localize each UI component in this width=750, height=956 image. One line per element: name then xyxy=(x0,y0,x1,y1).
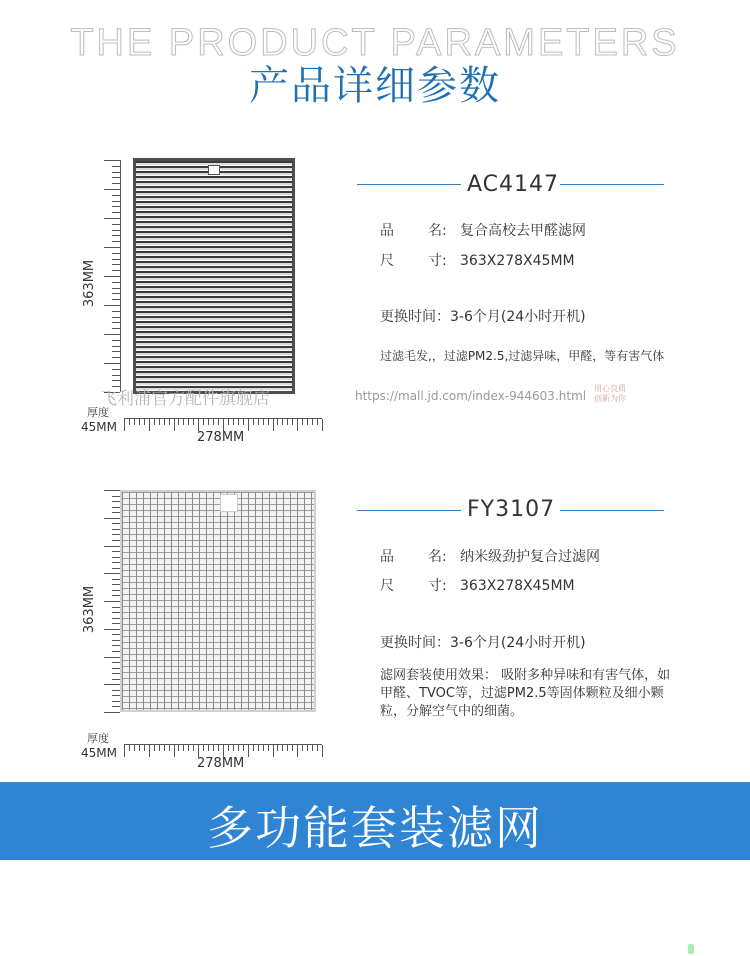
ruler-tick xyxy=(263,745,264,751)
ruler-tick xyxy=(112,557,120,558)
filter-image-ac4147 xyxy=(133,158,295,394)
filter-image-fy3107 xyxy=(120,490,316,712)
spec-description: 过滤毛发,，过滤PM2.5,过滤异味，甲醛，等有害气体 xyxy=(380,349,665,363)
store-url: https://mall.jd.com/index-944603.html xyxy=(355,389,587,403)
thickness-label: 厚度 xyxy=(87,732,109,745)
ruler-tick xyxy=(322,419,323,431)
ruler-tick xyxy=(233,745,234,751)
ruler-tick xyxy=(112,282,120,283)
ruler-tick xyxy=(112,317,120,318)
height-label: 363MM xyxy=(82,259,98,308)
ruler-tick xyxy=(243,419,244,425)
ruler-tick xyxy=(213,745,214,751)
ruler-tick xyxy=(112,623,120,624)
spec-replace: 更换时间：3-6个月(24小时开机) xyxy=(380,635,586,651)
spec-name: 品 名: 复合高校去甲醛滤网 xyxy=(380,223,586,239)
ruler-tick xyxy=(183,419,184,425)
ruler-tick xyxy=(104,546,120,547)
ruler-tick xyxy=(277,419,278,425)
ruler-tick xyxy=(104,490,120,491)
ruler-tick xyxy=(112,579,120,580)
ruler-tick xyxy=(112,496,120,497)
ruler-tick xyxy=(287,419,288,425)
ruler-tick xyxy=(112,607,120,608)
ruler-tick xyxy=(112,259,120,260)
ruler-tick xyxy=(112,701,120,702)
ruler-tick xyxy=(139,419,140,425)
ruler-tick xyxy=(112,551,120,552)
store-watermark xyxy=(100,384,660,410)
ruler-tick xyxy=(258,745,259,751)
ruler-tick xyxy=(268,419,269,425)
ruler-tick xyxy=(104,247,120,248)
ruler-tick xyxy=(112,507,120,508)
ruler-tick xyxy=(203,745,204,751)
thickness-label: 厚度 xyxy=(87,406,109,419)
ruler-tick xyxy=(302,745,303,751)
ruler-tick xyxy=(112,529,120,530)
thickness-value: 45MM xyxy=(81,746,117,760)
ruler-tick xyxy=(112,346,120,347)
ruler-tick xyxy=(112,328,120,329)
spec-size: 尺 寸: 363X278X45MM xyxy=(380,253,575,269)
ruler-tick xyxy=(104,160,120,161)
ruler-tick xyxy=(228,419,229,425)
ruler-tick xyxy=(238,419,239,425)
ruler-tick xyxy=(112,253,120,254)
ruler-tick xyxy=(112,224,120,225)
ruler-tick xyxy=(112,690,120,691)
english-title: THE PRODUCT PARAMETERS xyxy=(70,22,680,64)
ruler-tick xyxy=(104,712,120,713)
ruler-tick xyxy=(208,745,209,751)
ruler-tick xyxy=(112,357,120,358)
ruler-tick xyxy=(104,601,120,602)
ruler-tick xyxy=(112,293,120,294)
ruler-tick xyxy=(178,745,179,751)
ruler-tick xyxy=(129,745,130,751)
ruler-tick xyxy=(169,745,170,751)
ruler-tick xyxy=(188,745,189,751)
ruler-tick xyxy=(112,183,120,184)
ruler-tick xyxy=(292,419,293,425)
ruler-tick xyxy=(124,745,125,757)
ruler-tick xyxy=(277,745,278,751)
ruler-tick xyxy=(112,651,120,652)
ruler-tick xyxy=(104,334,120,335)
ruler-tick xyxy=(112,612,120,613)
ruler-tick xyxy=(282,745,283,751)
ruler-tick xyxy=(112,668,120,669)
ruler-tick xyxy=(193,745,194,751)
model-line-right xyxy=(560,184,664,185)
ruler-tick xyxy=(112,299,120,300)
chinese-title: 产品详细参数 xyxy=(249,63,501,109)
ruler-tick xyxy=(287,745,288,751)
store-name: 飞利浦官方配件旗舰店 xyxy=(100,389,270,409)
ruler-tick xyxy=(112,195,120,196)
ruler-tick xyxy=(112,375,120,376)
ruler-tick xyxy=(112,590,120,591)
ruler-tick xyxy=(104,657,120,658)
ruler-tick xyxy=(112,212,120,213)
ruler-tick xyxy=(253,419,254,425)
ruler-tick xyxy=(139,745,140,751)
ruler-tick xyxy=(112,172,120,173)
ruler-tick xyxy=(213,419,214,425)
ruler-tick xyxy=(312,419,313,425)
store-slogan: 用心良质 创新为你 xyxy=(594,384,626,403)
model-name: AC4147 xyxy=(467,172,560,197)
ruler-tick xyxy=(154,745,155,751)
ruler-tick xyxy=(164,419,165,425)
ruler-tick xyxy=(174,419,175,431)
ruler-tick xyxy=(112,512,120,513)
ruler-tick xyxy=(104,684,120,685)
ruler-tick xyxy=(104,363,120,364)
width-label: 278MM xyxy=(197,756,245,771)
ruler-tick xyxy=(112,322,120,323)
ruler-tick xyxy=(208,419,209,425)
ruler-tick xyxy=(149,745,150,757)
ruler-tick xyxy=(112,177,120,178)
ruler-tick xyxy=(112,206,120,207)
ruler-tick xyxy=(112,662,120,663)
ruler-tick xyxy=(112,241,120,242)
ruler-tick xyxy=(112,369,120,370)
bottom-banner xyxy=(0,782,750,860)
model-line-left xyxy=(357,184,461,185)
ruler-tick xyxy=(302,419,303,425)
ruler-tick xyxy=(112,501,120,502)
ruler-tick xyxy=(112,618,120,619)
spec-size: 尺 寸: 363X278X45MM xyxy=(380,578,575,594)
model-line-left xyxy=(357,510,461,511)
ruler-tick xyxy=(112,584,120,585)
ruler-tick xyxy=(124,419,125,431)
ruler-tick xyxy=(228,745,229,751)
ruler-tick xyxy=(248,419,249,431)
ruler-tick xyxy=(273,745,274,757)
ruler-tick xyxy=(112,264,120,265)
ruler-tick xyxy=(112,166,120,167)
ruler-tick xyxy=(218,745,219,751)
ruler-tick xyxy=(144,419,145,425)
green-marker xyxy=(688,944,694,954)
ruler-tick xyxy=(112,706,120,707)
ruler-tick xyxy=(307,419,308,425)
ruler-tick xyxy=(112,595,120,596)
thickness-value: 45MM xyxy=(81,420,117,434)
ruler-tick xyxy=(149,419,150,431)
ruler-tick xyxy=(164,745,165,751)
ruler-tick xyxy=(112,340,120,341)
ruler-tick xyxy=(188,419,189,425)
ruler-tick xyxy=(112,634,120,635)
ruler-tick xyxy=(154,419,155,425)
ruler-tick xyxy=(134,419,135,425)
ruler-tick xyxy=(248,745,249,757)
ruler-tick xyxy=(312,745,313,751)
ruler-tick xyxy=(134,745,135,751)
ruler-tick xyxy=(282,419,283,425)
ruler-tick xyxy=(243,745,244,751)
ruler-tick xyxy=(203,419,204,425)
ruler-tick xyxy=(112,201,120,202)
filter-tag xyxy=(208,165,220,175)
spec-replace: 更换时间：3-6个月(24小时开机) xyxy=(380,309,586,325)
ruler-tick xyxy=(112,380,120,381)
ruler-tick xyxy=(273,419,274,431)
ruler-tick xyxy=(104,629,120,630)
ruler-tick xyxy=(112,679,120,680)
ruler-tick xyxy=(159,745,160,751)
ruler-tick xyxy=(112,351,120,352)
ruler-tick xyxy=(112,311,120,312)
ruler-tick xyxy=(322,745,323,757)
ruler-tick xyxy=(112,534,120,535)
ruler-tick xyxy=(292,745,293,751)
ruler-tick xyxy=(104,189,120,190)
ruler-tick xyxy=(258,419,259,425)
ruler-tick xyxy=(263,419,264,425)
ruler-tick xyxy=(307,745,308,751)
ruler-tick xyxy=(112,562,120,563)
ruler-tick xyxy=(104,305,120,306)
model-name: FY3107 xyxy=(467,497,556,522)
ruler-tick xyxy=(112,673,120,674)
height-ruler xyxy=(102,490,121,712)
ruler-tick xyxy=(112,523,120,524)
ruler-tick xyxy=(297,745,298,757)
spec-description: 滤网套装使用效果： 吸附多种异味和有害气体，如甲醛、TVOC等，过滤PM2.5等固体颗粒及细小颗粒，分解空气中的细菌。 xyxy=(380,668,671,719)
filter-tag xyxy=(220,494,238,512)
ruler-tick xyxy=(174,745,175,757)
ruler-tick xyxy=(238,745,239,751)
ruler-tick xyxy=(112,270,120,271)
height-ruler xyxy=(102,160,121,392)
ruler-tick xyxy=(112,540,120,541)
width-label: 278MM xyxy=(197,430,245,445)
ruler-tick xyxy=(112,568,120,569)
model-line-right xyxy=(560,510,664,511)
ruler-tick xyxy=(129,419,130,425)
ruler-tick xyxy=(104,218,120,219)
banner-text: 多功能套装滤网 xyxy=(207,801,543,855)
ruler-tick xyxy=(169,419,170,425)
ruler-tick xyxy=(183,745,184,751)
ruler-tick xyxy=(297,419,298,431)
ruler-tick xyxy=(104,276,120,277)
ruler-tick xyxy=(268,745,269,751)
ruler-tick xyxy=(317,419,318,425)
ruler-tick xyxy=(112,230,120,231)
ruler-tick xyxy=(104,518,120,519)
ruler-tick xyxy=(253,745,254,751)
ruler-tick xyxy=(112,640,120,641)
ruler-tick xyxy=(112,695,120,696)
spec-name: 品 名: 纳米级劲护复合过滤网 xyxy=(380,549,600,565)
ruler-tick xyxy=(233,419,234,425)
ruler-tick xyxy=(144,745,145,751)
ruler-tick xyxy=(218,419,219,425)
ruler-tick xyxy=(112,645,120,646)
ruler-tick xyxy=(104,573,120,574)
ruler-tick xyxy=(317,745,318,751)
ruler-tick xyxy=(178,419,179,425)
ruler-tick xyxy=(193,419,194,425)
ruler-tick xyxy=(159,419,160,425)
height-label: 363MM xyxy=(82,585,98,634)
ruler-tick xyxy=(112,288,120,289)
ruler-tick xyxy=(112,235,120,236)
